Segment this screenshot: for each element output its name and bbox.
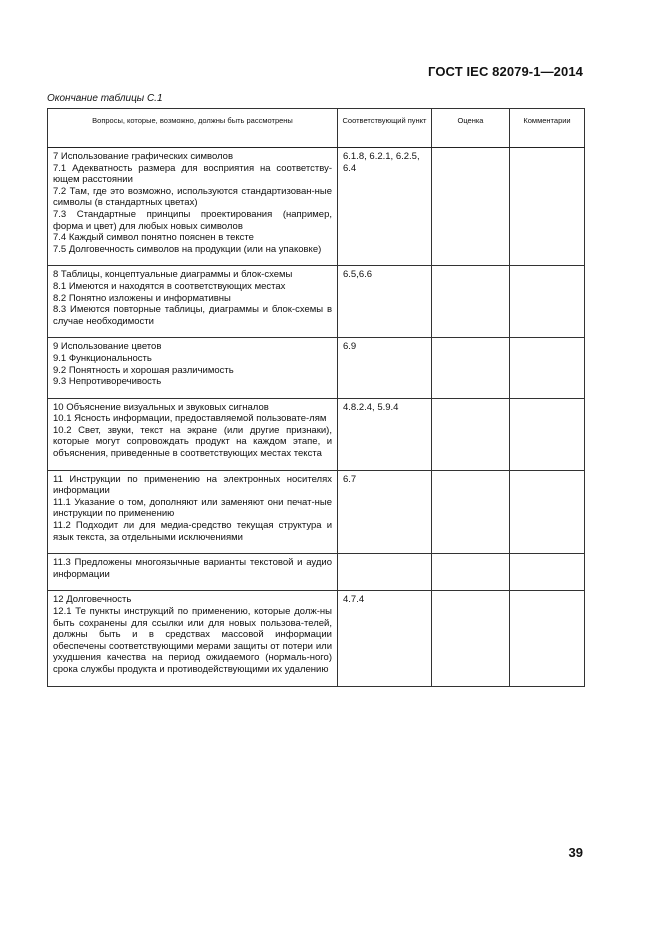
question-line: 7.2 Там, где это возможно, используются стандартизован-ные символы (в стандартных цветах) — [53, 185, 332, 209]
reference-cell: 4.8.2.4, 5.9.4 — [338, 398, 432, 470]
question-line: 12.1 Те пункты инструкций по применению, которые долж-ны быть сохранены для ссылки или для новых пользова-телей, должны быть и в средствах массовой информации обеспечены соответствующими мерами защиты от потери или ухудшения качества на период ожидаемого (нормаль-ного) срока службы продукта и противодействующими их удалению — [53, 606, 332, 675]
question-line: 8.2 Понятно изложены и информативны — [53, 292, 231, 304]
question-line: 11.1 Указание о том, дополняют или заменяют они печат-ные инструкции по применению — [53, 496, 332, 520]
table-row — [48, 266, 585, 338]
question-line: 11.2 Подходит ли для медиа-средство текущая структура и язык текста, за отдельными исключениями — [53, 520, 332, 543]
question-line: 7.4 Каждый символ понятно пояснен в тексте — [53, 232, 254, 244]
table-body — [48, 148, 585, 687]
comment-cell — [510, 266, 585, 338]
question-line: 11.3 Предложены многоязычные варианты текстовой и аудио информации — [53, 557, 332, 580]
table-row — [48, 554, 585, 591]
comment-cell — [510, 338, 585, 398]
table-caption: Окончание таблицы С.1 — [47, 93, 163, 104]
question-line: 8 Таблицы, концептуальные диаграммы и блок-схемы — [53, 269, 293, 281]
comment-cell — [510, 398, 585, 470]
question-line: 10.2 Свет, звуки, текст на экране (или другие признаки), которые могут сопровождать продукт на каждом этапе, и объяснения, приведенные в соответствующих местах текста — [53, 424, 332, 460]
reference-cell: 6.7 — [338, 470, 432, 554]
rating-cell — [432, 554, 510, 591]
reference-cell: 6.1.8, 6.2.1, 6.2.5, 6.4 — [338, 148, 432, 266]
table-row — [48, 470, 585, 554]
question-line: 10.1 Ясность информации, предоставляемой пользовате-лям — [53, 413, 327, 425]
document-standard-header: ГОСТ IEC 82079-1—2014 — [428, 64, 583, 79]
question-line: 8.1 Имеются и находятся в соответствующих местах — [53, 280, 286, 292]
reference-cell: 4.7.4 — [338, 591, 432, 686]
comment-cell — [510, 470, 585, 554]
table-row — [48, 398, 585, 470]
table-header-row — [48, 109, 585, 148]
table-row — [48, 148, 585, 266]
rating-cell — [432, 470, 510, 554]
checklist-table — [47, 108, 585, 687]
column-header-rating: Оценка — [432, 109, 510, 148]
question-line: 7.1 Адекватность размера для восприятия на соответству-ющем расстоянии — [53, 162, 332, 186]
rating-cell — [432, 591, 510, 686]
question-line: 11 Инструкции по применению на электронных носителях информации — [53, 473, 332, 497]
comment-cell — [510, 148, 585, 266]
column-header-questions: Вопросы, которые, возможно, должны быть рассмотрены — [48, 109, 338, 148]
table-row — [48, 338, 585, 398]
rating-cell — [432, 266, 510, 338]
rating-cell — [432, 398, 510, 470]
comment-cell — [510, 591, 585, 686]
question-line: 9 Использование цветов — [53, 341, 162, 353]
rating-cell — [432, 338, 510, 398]
question-line: 10 Объяснение визуальных и звуковых сигналов — [53, 401, 269, 413]
page-number: 39 — [568, 845, 583, 860]
question-line: 8.3 Имеются повторные таблицы, диаграммы и блок-схемы в случае необходимости — [53, 304, 332, 327]
table-row — [48, 591, 585, 686]
question-cell — [48, 470, 338, 554]
question-line: 12 Долговечность — [53, 594, 132, 606]
question-cell — [48, 148, 338, 266]
column-header-comments: Комментарии — [510, 109, 585, 148]
reference-cell: 6.5,6.6 — [338, 266, 432, 338]
rating-cell — [432, 148, 510, 266]
question-cell — [48, 591, 338, 686]
question-cell — [48, 554, 338, 591]
question-line: 7.3 Стандартные принципы проектирования (например, форма и цвет) для любых новых символов — [53, 208, 332, 232]
question-line: 7 Использование графических символов — [53, 151, 234, 162]
comment-cell — [510, 554, 585, 591]
question-cell — [48, 398, 338, 470]
question-line: 7.5 Долговечность символов на продукции (или на упаковке) — [53, 243, 322, 255]
column-header-reference: Соответствующий пункт — [338, 109, 432, 148]
reference-cell — [338, 554, 432, 591]
question-cell — [48, 338, 338, 398]
question-line: 9.2 Понятность и хорошая различимость — [53, 364, 234, 376]
question-line: 9.3 Непротиворечивость — [53, 376, 162, 388]
reference-cell: 6.9 — [338, 338, 432, 398]
question-line: 9.1 Функциональность — [53, 352, 152, 364]
question-cell — [48, 266, 338, 338]
